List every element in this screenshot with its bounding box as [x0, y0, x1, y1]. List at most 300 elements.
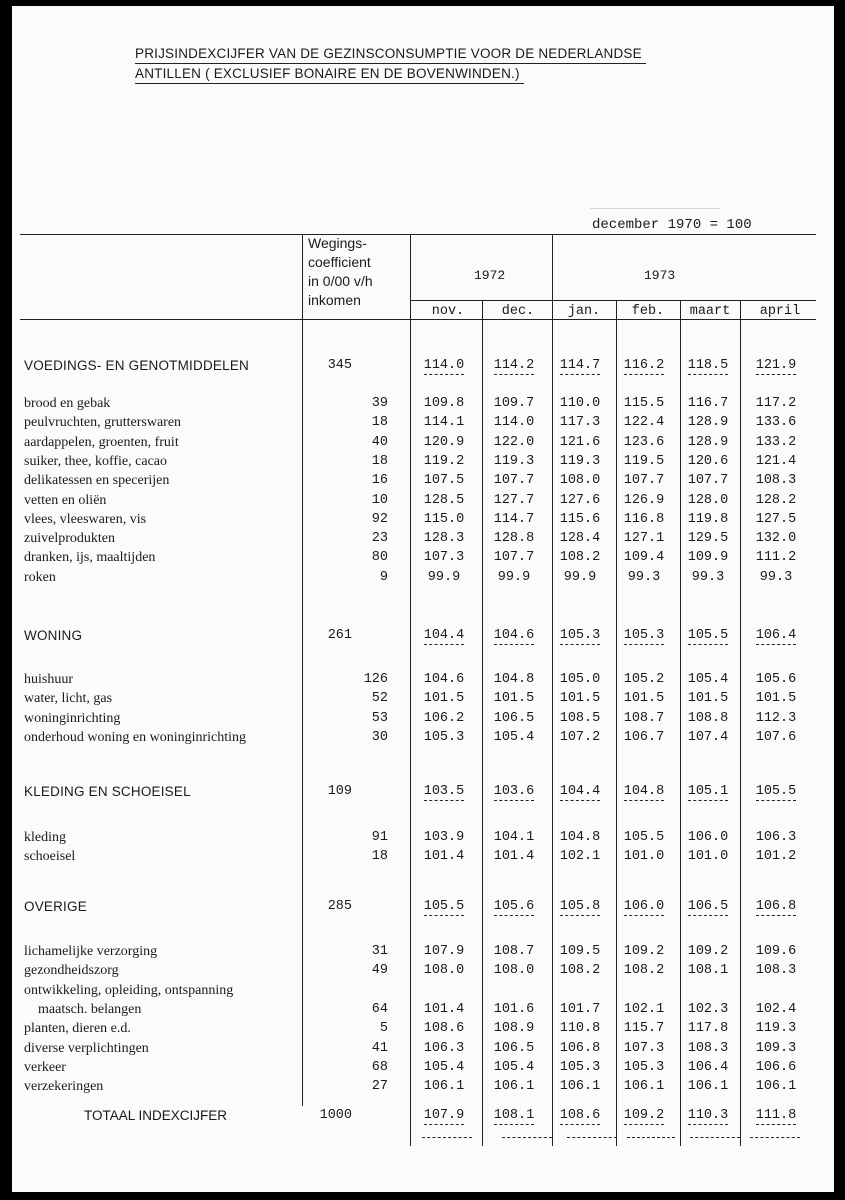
index-value [677, 899, 739, 914]
item-weight: 18 [371, 849, 388, 865]
index-value [745, 493, 807, 508]
item-weight: 31 [371, 944, 388, 959]
index-value-text: 99.9 [497, 569, 531, 585]
index-value [549, 512, 611, 527]
index-value-text: 101.4 [493, 849, 535, 865]
index-value-text: 119.3 [493, 453, 535, 469]
index-value [613, 396, 675, 411]
index-value-text: 127.7 [493, 492, 535, 508]
index-value-text: 106.4 [687, 1059, 729, 1075]
section-row [12, 784, 834, 803]
index-value-text: 102.3 [687, 1001, 729, 1017]
index-value-text: 106.8 [755, 899, 797, 914]
section-label: KLEDING EN SCHOEISEL [24, 784, 191, 799]
index-value [677, 672, 739, 687]
index-value [745, 899, 807, 914]
index-value-text: 105.0 [559, 672, 601, 687]
index-value-text: 104.6 [423, 672, 465, 687]
index-value-text: 101.5 [687, 691, 729, 707]
index-value [483, 628, 545, 643]
month-nov: nov. [431, 304, 465, 319]
index-value-text: 119.2 [423, 453, 465, 469]
index-value [677, 711, 739, 726]
index-value [613, 1108, 675, 1123]
index-value-text: 128.2 [755, 492, 797, 508]
index-value-text: 106.0 [623, 899, 665, 914]
index-value-text: 109.9 [687, 550, 729, 566]
section-label: WONING [24, 628, 83, 643]
index-value [413, 415, 475, 430]
index-value [677, 849, 739, 864]
index-value-text: 101.0 [687, 849, 729, 865]
index-value [413, 1079, 475, 1094]
index-value-text: 108.0 [493, 963, 535, 979]
month-feb: feb. [631, 304, 665, 319]
index-value-text: 108.3 [755, 963, 797, 979]
item-weight: 18 [371, 415, 388, 431]
index-value [677, 358, 739, 373]
index-value-text: 108.3 [687, 1040, 729, 1056]
index-value [483, 396, 545, 411]
index-value-text: 107.9 [423, 1108, 465, 1123]
index-value [745, 550, 807, 565]
total-double-rule [422, 1137, 472, 1138]
index-value [483, 784, 545, 799]
index-value [413, 899, 475, 914]
item-row [12, 473, 834, 492]
index-value [413, 550, 475, 565]
index-value-text: 117.2 [755, 396, 797, 411]
index-value-text: 103.5 [423, 784, 465, 799]
year-1972: 1972 [474, 268, 506, 283]
index-value [483, 570, 545, 585]
month-header-rule [410, 300, 816, 301]
item-label: suiker, thee, koffie, cacao [24, 453, 168, 469]
index-value [413, 730, 475, 745]
index-value-text: 101.6 [493, 1001, 535, 1017]
table-top-rule [20, 234, 816, 235]
index-value-text: 105.4 [687, 672, 729, 687]
item-weight: 41 [371, 1040, 388, 1056]
index-value-text: 121.6 [559, 434, 601, 450]
index-value-text: 104.8 [493, 672, 535, 687]
index-value-text: 102.1 [623, 1001, 665, 1017]
index-value-text: 106.1 [423, 1079, 465, 1095]
index-value [613, 784, 675, 799]
index-value-text: 111.8 [755, 1108, 797, 1123]
index-value [745, 1002, 807, 1017]
index-value [677, 691, 739, 706]
index-value [745, 849, 807, 864]
index-value-text: 122.4 [623, 415, 665, 431]
index-value [745, 358, 807, 373]
total-label: TOTAAL INDEXCIJFER [84, 1108, 228, 1123]
index-value [677, 963, 739, 978]
index-value [677, 473, 739, 488]
item-label: huishuur [24, 672, 73, 687]
index-value [483, 672, 545, 687]
index-value-text: 116.7 [687, 396, 729, 411]
item-label: water, licht, gas [24, 691, 113, 707]
index-value-text: 115.7 [623, 1021, 665, 1037]
index-value-text: 106.3 [423, 1040, 465, 1056]
index-value [745, 435, 807, 450]
index-value [613, 672, 675, 687]
section-weight: 109 [327, 784, 352, 799]
index-value-text: 128.8 [493, 531, 535, 547]
index-value [549, 550, 611, 565]
index-value [745, 1108, 807, 1123]
index-value [413, 1021, 475, 1036]
index-value [677, 570, 739, 585]
section-label: VOEDINGS- EN GENOTMIDDELEN [24, 358, 249, 373]
weight-column-header: Wegings- coefficient in 0/00 v/h inkomen [308, 235, 373, 308]
index-value-text: 108.9 [493, 1021, 535, 1037]
index-value-text: 111.2 [755, 550, 797, 566]
index-value-text: 106.8 [559, 1040, 601, 1056]
index-value-text: 102.1 [559, 849, 601, 865]
item-label: peulvruchten, grutterswaren [24, 415, 182, 431]
index-value-text: 128.9 [687, 415, 729, 431]
index-value [483, 1021, 545, 1036]
index-value [413, 1060, 475, 1075]
index-value [413, 672, 475, 687]
index-value [745, 396, 807, 411]
index-value-text: 106.3 [755, 830, 797, 845]
index-value [677, 1108, 739, 1123]
index-value-text: 105.3 [559, 1059, 601, 1075]
index-value-text: 128.5 [423, 492, 465, 508]
index-value-text: 115.6 [559, 511, 601, 527]
index-value [745, 711, 807, 726]
index-value [549, 454, 611, 469]
item-weight: 40 [371, 434, 388, 450]
index-value [549, 830, 611, 845]
index-value [483, 435, 545, 450]
index-value [549, 358, 611, 373]
index-value [613, 1041, 675, 1056]
index-value-text: 105.1 [687, 784, 729, 799]
index-value [483, 493, 545, 508]
index-value-text: 103.6 [493, 784, 535, 799]
index-value-text: 101.5 [493, 691, 535, 707]
index-value-text: 114.0 [423, 358, 465, 373]
index-value-text: 106.7 [623, 729, 665, 745]
month-april: april [759, 304, 801, 319]
index-value-text: 110.0 [559, 396, 601, 411]
item-row [12, 1002, 834, 1021]
index-value [613, 435, 675, 450]
index-value [677, 1079, 739, 1094]
index-value-text: 126.9 [623, 492, 665, 508]
index-value-text: 105.3 [559, 628, 601, 643]
index-value [677, 1021, 739, 1036]
index-value [745, 512, 807, 527]
index-value-text: 105.4 [423, 1059, 465, 1075]
item-weight: 52 [371, 691, 388, 707]
item-label: aardappelen, groenten, fruit [24, 434, 179, 450]
item-row [12, 531, 834, 550]
index-value-text: 128.3 [423, 531, 465, 547]
index-value [549, 435, 611, 450]
item-row [12, 550, 834, 569]
index-value [677, 1060, 739, 1075]
item-row [12, 983, 834, 1002]
index-value [413, 691, 475, 706]
item-weight: 23 [371, 531, 388, 547]
index-value-text: 133.6 [755, 415, 797, 431]
item-weight: 68 [371, 1059, 388, 1075]
index-value-text: 102.4 [755, 1001, 797, 1017]
index-value-text: 101.4 [423, 849, 465, 865]
total-row [12, 1108, 834, 1127]
index-value-text: 101.0 [623, 849, 665, 865]
index-value [549, 899, 611, 914]
index-value [483, 849, 545, 864]
index-value-text: 108.8 [687, 710, 729, 726]
total-weight: 1000 [319, 1108, 352, 1123]
index-value [677, 784, 739, 799]
index-value-text: 114.2 [493, 358, 535, 373]
index-value [745, 672, 807, 687]
index-value-text: 119.8 [687, 511, 729, 527]
index-value [549, 570, 611, 585]
month-maart: maart [689, 304, 731, 319]
item-weight: 80 [371, 550, 388, 566]
item-label: ontwikkeling, opleiding, ontspanning [24, 982, 234, 998]
index-value [613, 415, 675, 430]
index-value-text: 116.2 [623, 358, 665, 373]
section-weight: 285 [327, 899, 352, 914]
index-value-text: 105.3 [623, 628, 665, 643]
index-value [549, 672, 611, 687]
month-dec: dec. [501, 304, 535, 319]
index-value [413, 944, 475, 959]
index-value-text: 119.5 [623, 453, 665, 469]
index-value-text: 106.6 [755, 1059, 797, 1075]
index-value [745, 415, 807, 430]
index-value-text: 107.2 [559, 729, 601, 745]
index-value [745, 730, 807, 745]
index-value [677, 454, 739, 469]
index-value [549, 415, 611, 430]
index-value [677, 730, 739, 745]
index-value-text: 99.3 [759, 569, 793, 585]
index-value [549, 1002, 611, 1017]
index-value [413, 1108, 475, 1123]
item-weight: 64 [371, 1001, 388, 1017]
index-value-text: 108.1 [687, 963, 729, 979]
index-value-text: 109.2 [623, 944, 665, 959]
index-value-text: 106.1 [493, 1079, 535, 1095]
item-row [12, 944, 834, 963]
item-row [12, 963, 834, 982]
index-value-text: 104.4 [559, 784, 601, 799]
index-value [549, 730, 611, 745]
index-value [677, 415, 739, 430]
index-value [745, 628, 807, 643]
index-value [483, 1060, 545, 1075]
index-value [413, 1041, 475, 1056]
index-value-text: 110.3 [687, 1108, 729, 1123]
index-value [483, 1002, 545, 1017]
item-label: dranken, ijs, maaltijden [24, 550, 156, 566]
index-value-text: 107.9 [423, 944, 465, 959]
total-double-rule [502, 1137, 552, 1138]
index-value [549, 849, 611, 864]
index-value-text: 101.2 [755, 849, 797, 865]
total-double-rule [567, 1137, 617, 1138]
title-line-2: ANTILLEN ( EXCLUSIEF BONAIRE EN DE BOVENWINDEN.) [135, 64, 524, 84]
item-label: delikatessen en specerijen [24, 473, 170, 489]
item-label: woninginrichting [24, 710, 121, 726]
index-value-text: 104.8 [623, 784, 665, 799]
item-label: planten, dieren e.d. [24, 1021, 131, 1037]
index-value-text: 109.7 [493, 396, 535, 411]
index-value [549, 473, 611, 488]
index-value [745, 1021, 807, 1036]
index-value-text: 106.1 [559, 1079, 601, 1095]
section-row [12, 628, 834, 647]
index-value-text: 99.9 [427, 569, 461, 585]
index-value-text: 108.6 [423, 1021, 465, 1037]
index-value-text: 108.2 [559, 963, 601, 979]
index-value-text: 106.5 [493, 710, 535, 726]
index-value-text: 121.4 [755, 453, 797, 469]
index-value-text: 106.1 [755, 1079, 797, 1095]
index-value [483, 1041, 545, 1056]
index-value [549, 628, 611, 643]
index-value [483, 512, 545, 527]
index-value [745, 1041, 807, 1056]
index-value [677, 830, 739, 845]
index-value [549, 1041, 611, 1056]
index-value [677, 1041, 739, 1056]
index-value-text: 108.3 [755, 473, 797, 489]
index-value-text: 105.5 [755, 784, 797, 799]
index-value-text: 109.8 [423, 396, 465, 411]
index-value-text: 123.6 [623, 434, 665, 450]
index-value [549, 1021, 611, 1036]
item-row [12, 512, 834, 531]
item-label: lichamelijke verzorging [24, 944, 158, 959]
index-value-text: 101.7 [559, 1001, 601, 1017]
index-value [677, 628, 739, 643]
index-value [413, 963, 475, 978]
index-value [613, 691, 675, 706]
index-value [413, 628, 475, 643]
index-value [483, 944, 545, 959]
index-value [677, 1002, 739, 1017]
item-weight: 92 [371, 511, 388, 527]
index-value [549, 531, 611, 546]
index-value-text: 105.3 [623, 1059, 665, 1075]
index-value [413, 493, 475, 508]
item-row [12, 1021, 834, 1040]
index-value-text: 116.8 [623, 511, 665, 527]
index-value [613, 1002, 675, 1017]
item-row [12, 493, 834, 512]
index-value-text: 101.5 [623, 691, 665, 707]
index-value [613, 1021, 675, 1036]
item-label: verzekeringen [24, 1079, 104, 1095]
index-value-text: 119.3 [559, 453, 601, 469]
index-value-text: 105.5 [423, 899, 465, 914]
item-weight: 39 [371, 396, 388, 411]
index-value [745, 830, 807, 845]
index-value-text: 106.5 [687, 899, 729, 914]
index-value-text: 107.3 [623, 1040, 665, 1056]
index-value-text: 115.0 [423, 511, 465, 527]
index-value-text: 105.8 [559, 899, 601, 914]
index-value-text: 101.4 [423, 1001, 465, 1017]
index-value [483, 415, 545, 430]
index-value [549, 1108, 611, 1123]
index-value-text: 109.2 [687, 944, 729, 959]
index-value [413, 849, 475, 864]
index-value-text: 105.4 [493, 729, 535, 745]
index-value [745, 963, 807, 978]
index-value [549, 711, 611, 726]
index-value-text: 101.5 [755, 691, 797, 707]
index-value-text: 99.9 [563, 569, 597, 585]
index-value-text: 112.3 [755, 710, 797, 726]
index-value-text: 118.5 [687, 358, 729, 373]
item-row [12, 1060, 834, 1079]
index-value-text: 115.5 [623, 396, 665, 411]
item-row [12, 730, 834, 749]
index-value [613, 1079, 675, 1094]
index-value-text: 108.5 [559, 710, 601, 726]
index-value-text: 107.7 [687, 473, 729, 489]
item-row [12, 849, 834, 868]
index-value [677, 512, 739, 527]
index-value [613, 493, 675, 508]
total-double-rule [627, 1137, 675, 1138]
index-value-text: 105.2 [623, 672, 665, 687]
total-double-rule [690, 1137, 740, 1138]
item-row [12, 711, 834, 730]
index-value-text: 108.0 [423, 963, 465, 979]
index-value-text: 121.9 [755, 358, 797, 373]
index-value [745, 1079, 807, 1094]
index-value [413, 473, 475, 488]
index-value [483, 691, 545, 706]
month-jan: jan. [567, 304, 601, 319]
index-value [483, 531, 545, 546]
item-weight: 53 [371, 710, 388, 726]
index-value [745, 531, 807, 546]
index-value [413, 435, 475, 450]
index-value [483, 1079, 545, 1094]
index-value-text: 128.0 [687, 492, 729, 508]
index-value [483, 358, 545, 373]
index-value-text: 105.6 [755, 672, 797, 687]
item-label: schoeisel [24, 849, 76, 865]
index-value [483, 454, 545, 469]
index-value-text: 108.6 [559, 1108, 601, 1123]
item-weight: 91 [371, 830, 388, 845]
index-value-text: 104.4 [423, 628, 465, 643]
index-value [483, 473, 545, 488]
index-value [613, 454, 675, 469]
index-value-text: 105.6 [493, 899, 535, 914]
item-label: brood en gebak [24, 396, 111, 411]
item-label: roken [24, 569, 56, 585]
index-value-text: 99.3 [691, 569, 725, 585]
item-weight: 5 [379, 1021, 388, 1037]
item-label: vlees, vleeswaren, vis [24, 511, 147, 527]
